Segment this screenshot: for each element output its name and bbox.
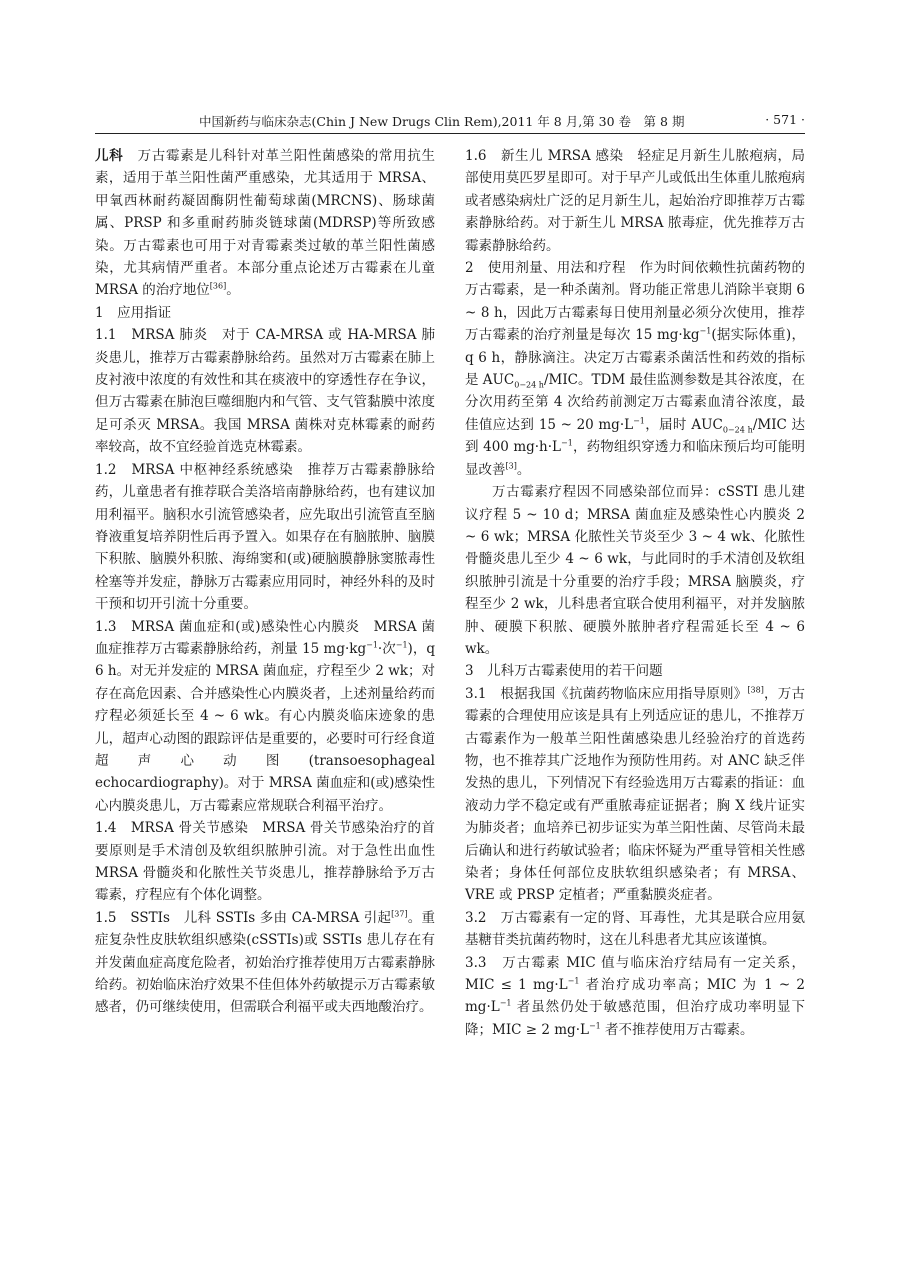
- text: ，药物组织穿透力和临床预后均可能明显改善: [465, 439, 805, 478]
- citation: [3]: [505, 461, 517, 471]
- running-header: [95, 112, 805, 132]
- superscript: −1: [567, 976, 580, 986]
- left-column: [95, 145, 435, 1019]
- header-rule: [95, 133, 805, 134]
- text: ·次: [377, 640, 396, 657]
- section-3-2: 3.2 万古霉素有一定的肾、耳毒性，尤其是联合应用氨基糖苷类抗菌药物时，这在儿科患者尤其应该谨慎。: [465, 909, 805, 949]
- text: ，届时 AUC: [644, 416, 723, 433]
- section-2: [465, 257, 805, 481]
- course-paragraph: 万古霉素疗程因不同感染部位而异：cSSTI 患儿建议疗程 5 ~ 10 d；MRSA 菌血症及感染性心内膜炎 2 ~ 6 wk；MRSA 化脓性关节炎至少 3 ~ 4 wk、化脓性骨髓炎患儿至少 4 ~ 6 wk，与此同时的手术清创及软组织脓肿引流是十分重要的治疗手段；MRSA 脑膜炎，疗程至少 2 wk，儿科患者宜联合使用利福平，对并发脑脓肿、硬膜下积脓、硬膜外脓肿者疗程需延长至 4 ~ 6 wk。: [465, 484, 805, 657]
- text: 。重症复杂性皮肤软组织感染(cSSTIs)或 SSTIs 患儿存在有并发菌血症高度危险者，初始治疗推荐使用万古霉素静脉给药。初始临床治疗效果不佳但体外药敏提示万古霉素敏感者，仍可继续使用，但需联合利福平或夫西地酸治疗。: [95, 909, 436, 1016]
- text: 3.3 万古霉素 MIC 值与临床治疗结局有一定关系，MIC ≤ 1 mg·L: [465, 954, 805, 994]
- subscript: 0−24 h: [722, 425, 753, 435]
- section-1-4: 1.4 MRSA 骨关节感染 MRSA 骨关节感染治疗的首要原则是手术清创及软组织脓肿引流。对于急性出血性 MRSA 骨髓炎和化脓性关节炎患儿，推荐静脉给予万古霉素，疗程应有个体化调整。: [95, 820, 435, 904]
- text: 3.1 根据我国《抗菌药物临床应用指导原则》: [465, 685, 748, 702]
- text: /MIC。TDM 最佳监测参数是其谷浓度，在分次用药至第 4 次给药前测定万古霉素血清谷浓度，最佳值应达到 15 ~ 20 mg·L: [465, 372, 806, 433]
- pediatrics-paragraph: [95, 145, 435, 302]
- section-1-3: [95, 616, 435, 818]
- pediatrics-lead: 儿科: [95, 148, 124, 164]
- section-3-1: [465, 683, 805, 907]
- text: 1.5 SSTIs 儿科 SSTIs 多由 CA-MRSA 引起: [95, 909, 392, 926]
- section-3-3: [465, 952, 805, 1042]
- superscript: −1: [395, 640, 408, 650]
- section-1-5: [95, 907, 435, 1019]
- punct: 。: [516, 461, 531, 478]
- citation: [37]: [391, 909, 408, 919]
- superscript: −1: [699, 326, 712, 336]
- page-number: · 571 ·: [765, 112, 805, 127]
- section-heading-3: 3 儿科万古霉素使用的若干问题: [465, 663, 663, 680]
- text: 1.3 MRSA 菌血症和(或)感染性心内膜炎 MRSA 菌血症推荐万古霉素静脉给药，剂量 15 mg·kg: [95, 618, 435, 657]
- text: ，万古霉素的合理使用应该是具有上列适应证的患儿，不推荐万古霉素作为一般革兰阳性菌感染患儿经验治疗的首选药物，也不推荐其广泛地作为预防性用药。对 ANC 缺乏伴发热的患儿，下列情况下有经验选用万古霉素的指证：血液动力学不稳定或有严重脓毒症证据者；胸 X 线片证实为肺炎者；血培养已初步证实为革兰阳性菌、尽管尚未最后确认和进行药敏试验者；临床怀疑为严重导管相关性感染者；身体任何部位皮肤软组织感染者；有 MRSA、VRE 或 PRSP 定植者；严重黏膜炎症者。: [465, 685, 805, 904]
- superscript: −1: [499, 998, 512, 1008]
- section-1-2: 1.2 MRSA 中枢神经系统感染 推荐万古霉素静脉给药，儿童患者有推荐联合美洛培南静脉给药，也有建议加用利福平。脑积水引流管感染者，应先取出引流管直至脑脊液重复培养阴性后再予置入。如果存在有脑脓肿、脑膜下积脓、脑膜外积脓、海绵窦和(或)硬脑膜静脉窦脓毒性栓塞等并发症，静脉万古霉素应用同时，神经外科的及时干预和切开引流十分重要。: [95, 461, 435, 613]
- right-column: [465, 145, 805, 1041]
- text: 者不推荐使用万古霉素。: [600, 1021, 754, 1038]
- text: 者虽然仍处于敏感范围，但治疗成功率明显下降；MIC ≥ 2 mg·L: [465, 999, 805, 1038]
- citation: [36]: [209, 281, 227, 291]
- subscript: 0−24 h: [514, 380, 544, 390]
- text: /MIC 达到 400 mg·h·L: [465, 416, 805, 456]
- text: 者治疗成功率高；MIC 为 1 ~ 2 mg·L: [465, 977, 805, 1016]
- text: )，q 6 h。对无并发症的 MRSA 菌血症，疗程至少 2 wk；对存在高危因素、合并感染性心内膜炎者，上述剂量给药而疗程必须延长至 4 ~ 6 wk。有心内膜炎临床迹象的患儿，超声心动图的跟踪评估是重要的，必要时可行经食道超声心动图(transoesophageal echocardiography)。对于 MRSA 菌血症和(或)感染性心内膜炎患儿，万古霉素应常规联合利福平治疗。: [95, 640, 435, 814]
- section-1-1: 1.1 MRSA 肺炎 对于 CA-MRSA 或 HA-MRSA 肺炎患儿，推荐万古霉素静脉给药。虽然对万古霉素在肺上皮衬液中浓度的有效性和其在痰液中的穿透性存在争议，但万古霉素在肺泡巨噬细胞内和气管、支气管黏膜中浓度足可杀灭 MRSA。我国 MRSA 菌株对克林霉素的耐药率较高，故不宜经验首选克林霉素。: [95, 327, 435, 456]
- citation: [38]: [747, 685, 764, 695]
- superscript: −1: [366, 640, 378, 650]
- superscript: −1: [561, 438, 573, 448]
- section-1-6: 1.6 新生儿 MRSA 感染 轻症足月新生儿脓疱病，局部使用莫匹罗星即可。对于早产儿或低出生体重儿脓疱病或者感染病灶广泛的足月新生儿，起始治疗即推荐万古霉素静脉给药。对于新生儿 MRSA 脓毒症，优先推荐万古霉素静脉给药。: [465, 148, 805, 254]
- pediatrics-text: 万古霉素是儿科针对革兰阳性菌感染的常用抗生素，适用于革兰阳性菌严重感染，尤其适用于 MRSA、甲氧西林耐药凝固酶阴性葡萄球菌(MRCNS)、肠球菌属、PRSP 和多重耐药肺炎链球菌(MDRSP)等所致感染。万古霉素也可用于对青霉素类过敏的革兰阳性菌感染，尤其病情严重者。本部分重点论述万古霉素在儿童 MRSA 的治疗地位: [95, 148, 436, 299]
- text: 2 使用剂量、用法和疗程 作为时间依赖性抗菌药物的万古霉素，是一种杀菌剂。肾功能正常患儿消除半衰期 6 ~ 8 h，因此万古霉素每日使用剂量必须分次使用，推荐万古霉素的治疗剂量是每次 15 mg·kg: [465, 260, 805, 344]
- superscript: −1: [633, 416, 645, 426]
- text: (据实际体重)，q 6 h，静脉滴注。决定万古霉素杀菌活性和药效的指标是 AUC: [465, 327, 805, 389]
- superscript: −1: [588, 1021, 601, 1031]
- section-heading-1: 1 应用指证: [95, 304, 172, 321]
- punct: 。: [226, 282, 240, 299]
- journal-citation: 中国新药与临床杂志(Chin J New Drugs Clin Rem),2011 年 8 月,第 30 卷 第 8 期: [199, 114, 685, 129]
